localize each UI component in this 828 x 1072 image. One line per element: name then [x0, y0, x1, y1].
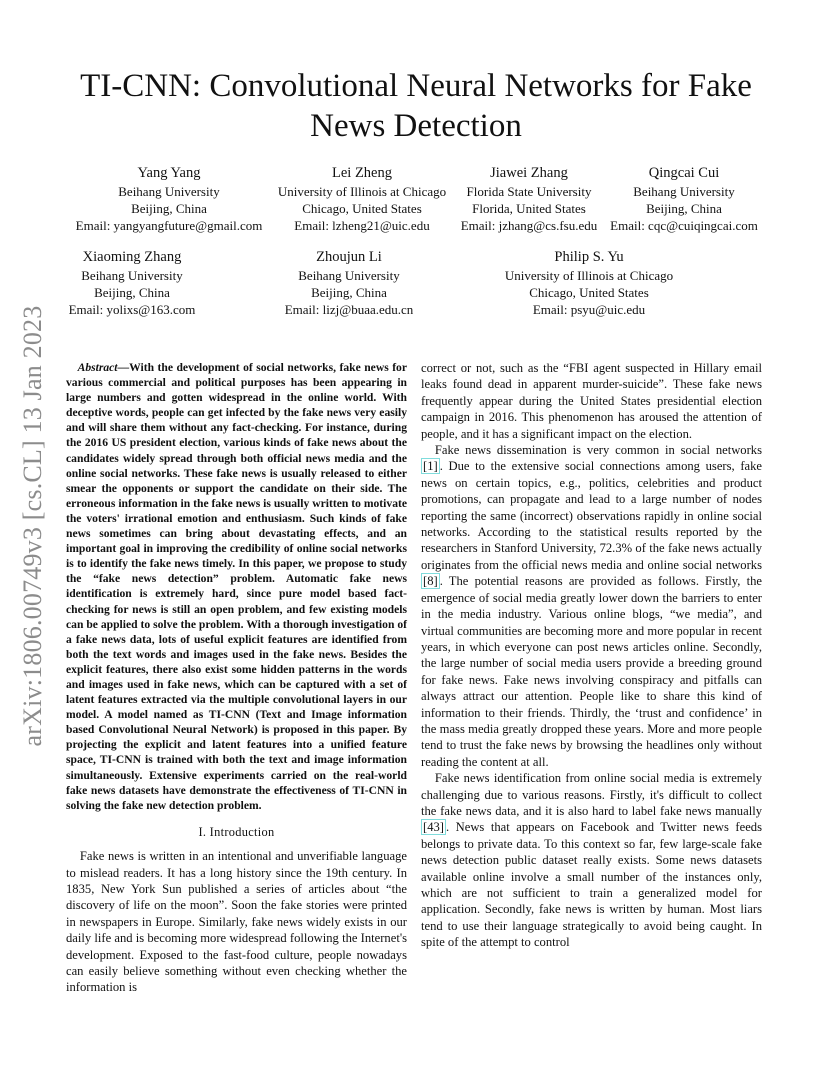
- author-block: [610, 164, 758, 234]
- author-email: Email: yangyangfuture@gmail.com: [75, 218, 263, 233]
- author-block: [69, 248, 196, 318]
- author-block: [278, 164, 446, 234]
- paragraph-text: Fake news identification from online social media is extremely challenging due to various reasons. Firstly, it's difficult to collect the fake news data, and it is also hard to label fake news manually: [421, 771, 762, 818]
- abstract-label: Abstract: [77, 361, 118, 374]
- author-email: Email: yolixs@163.com: [68, 302, 196, 317]
- arxiv-sidebar: [13, 293, 53, 759]
- author-email: Email: cqc@cuiqingcai.com: [610, 218, 758, 233]
- author-email: Email: psyu@uic.edu: [532, 302, 646, 317]
- author-name: Zhoujun Li: [316, 249, 382, 265]
- paper-title: TI-CNN: Convolutional Neural Networks for Fake News Detection: [80, 68, 752, 144]
- author-block: [461, 164, 598, 234]
- author-affiliation: Beihang University: [298, 268, 400, 283]
- author-block: [76, 164, 263, 234]
- author-name: Jiawei Zhang: [490, 165, 568, 181]
- abstract-text: —With the development of social networks, fake news for various commercial and political purposes has been appearing in large numbers and gotten widespread in the online world. With deceptive words, people can get infected by the fake news very easily and will share them without any fact-checking. For instance, during the 2016 US president election, various kinds of fake news about the candidates widely spread through both official news media and the online social networks. These fake news is usually released to either smear the opponents or support the candidate on their side. The erroneous information in the fake news is usually written to motivate the voters' irrational emotion and enthusiasm. Such kinds of fake news sometimes can bring about devastating effects, and an important goal in improving the credibility of online social networks is to identify the fake news timely. In this paper, we propose to study the “fake news detection” problem. Automatic fake news identification is extremely hard, since pure model based fact-checking for news is still an open problem, and few existing models can be applied to solve the problem. With a thorough investigation of a fake news data, lots of useful explicit features are identified from both the text words and images used in the fake news. Besides the explicit features, there also exist some hidden patterns in the words and images used in fake news, which can be captured with a set of latent features extracted via the multiple convolutional layers in our model. A model named as TI-CNN (Text and Image information based Convolutional Neural Network) is proposed in this paper. By projecting the explicit and latent features into a unified feature space, TI-CNN is trained with both the text and image information simultaneously. Extensive experiments carried on the real-world fake news datasets have demonstrate the effectiveness of TI-CNN in solving the fake new detection problem.: [66, 361, 407, 812]
- citation-link[interactable]: [1]: [423, 459, 438, 474]
- paragraph-text: Fake news dissemination is very common in social networks: [434, 443, 762, 458]
- author-block: [285, 248, 414, 318]
- citation-link[interactable]: [8]: [423, 574, 438, 589]
- author-block: [505, 248, 673, 318]
- citation-link[interactable]: [43]: [423, 820, 444, 835]
- abstract: [66, 360, 407, 813]
- author-location: Chicago, United States: [302, 201, 422, 216]
- author-name: Qingcai Cui: [648, 165, 720, 181]
- body-paragraph: correct or not, such as the “FBI agent suspected in Hillary email leaks found dead in apparent murder-suicide”. These fake news frequently appear during the United States presidential election campaign in 2016. This phenomenon has aroused the attention of people, and it has a significant impact on the election.: [421, 361, 762, 441]
- author-name: Yang Yang: [137, 165, 201, 181]
- author-affiliation: University of Illinois at Chicago: [504, 268, 674, 283]
- author-affiliation: Beihang University: [633, 184, 735, 199]
- paragraph-text: . The potential reasons are provided as follows. Firstly, the emergence of social media greatly lower down the barriers to enter in the media industry. Various online blogs, “we media”, and virtual communities are becoming more and more popular in recent years, in which everyone can post news articles online. Secondly, the large number of social media users provide a breeding ground for fake news. Fake news involving conspiracy and pitfalls can always attract our attention. People like to share this kind of information to their friends. Thirdly, the ‘trust and confidence’ in the mass media greatly dropped these years. More and more people tend to trust the fake news by browsing the headlines only without reading the content at all.: [421, 574, 762, 769]
- author-affiliation: Florida State University: [466, 184, 592, 199]
- paragraph-text: . Due to the extensive social connections among users, fake news on certain topics, e.g., politics, celebrities and product promotions, can propagate and lead to a large number of nodes reporting the same (incorrect) observations rapidly in online social networks. According to the statistical results reported by the researchers in Stanford University, 72.3% of the fake news actually originates from the official news media and online social networks: [421, 459, 762, 572]
- body-paragraph: [421, 442, 762, 770]
- right-column: [421, 360, 762, 951]
- arxiv-identifier: arXiv:1806.00749v3 [cs.CL] 13 Jan 2023: [18, 305, 47, 747]
- author-name: Philip S. Yu: [554, 249, 624, 265]
- left-column: [66, 360, 407, 996]
- author-location: Florida, United States: [472, 201, 586, 216]
- author-location: Beijing, China: [131, 201, 207, 216]
- author-location: Beijing, China: [646, 201, 722, 216]
- author-email: Email: jzhang@cs.fsu.edu: [460, 218, 598, 233]
- author-affiliation: Beihang University: [81, 268, 183, 283]
- author-affiliation: University of Illinois at Chicago: [277, 184, 447, 199]
- author-email: Email: lizj@buaa.edu.cn: [284, 302, 414, 317]
- author-location: Beijing, China: [94, 285, 170, 300]
- author-affiliation: Beihang University: [118, 184, 220, 199]
- author-name: Lei Zheng: [331, 165, 392, 181]
- author-location: Beijing, China: [311, 285, 387, 300]
- author-location: Chicago, United States: [529, 285, 649, 300]
- author-name: Xiaoming Zhang: [82, 249, 182, 265]
- section-heading-introduction: I. Introduction: [198, 824, 275, 839]
- paragraph-text: . News that appears on Facebook and Twitter news feeds belongs to private data. To this context so far, few large-scale fake news detection public dataset really exists. Some news datasets available online involve a small number of the instances only, which are not sufficient to train a generalized model for application. Secondly, fake news is written by human. Most liars tend to use their language strategically to avoid being caught. In spite of the attempt to control: [421, 820, 762, 950]
- author-email: Email: lzheng21@uic.edu: [294, 218, 430, 233]
- intro-paragraph: Fake news is written in an intentional and unverifiable language to mislead readers. It has a long history since the 19th century. In 1835, New York Sun published a series of articles about “the discovery of life on the moon”. Soon the fake stories were printed in newspapers in Europe. Similarly, fake news widely exists in our daily life and is becoming more widespread following the Internet's development. Exposed to the fast-food culture, people nowadays can easily believe something without even checking whether the information is: [66, 849, 407, 995]
- body-paragraph: [421, 770, 762, 950]
